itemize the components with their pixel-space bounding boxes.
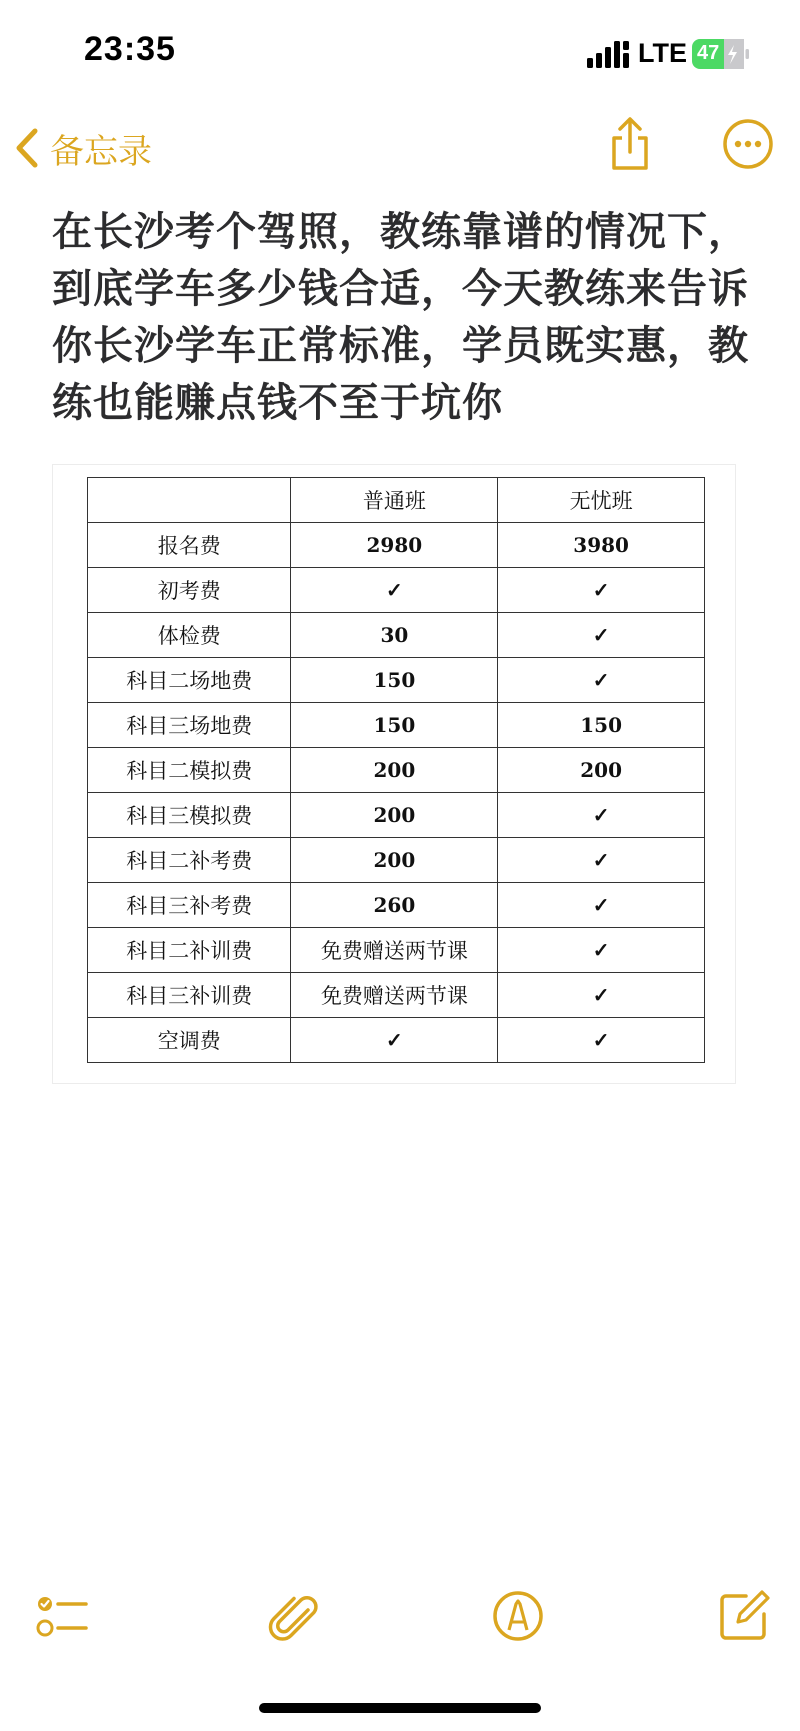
back-button[interactable] — [14, 118, 152, 178]
cell-regular: 200 — [291, 838, 498, 883]
cell-worry-free: ✓ — [498, 658, 705, 703]
row-label: 科目二补考费 — [88, 838, 291, 883]
table-row — [88, 838, 705, 883]
row-label: 科目三补考费 — [88, 883, 291, 928]
cell-worry-free: 3980 — [498, 523, 705, 568]
markup-button[interactable] — [490, 1588, 546, 1644]
cell-worry-free: ✓ — [498, 568, 705, 613]
row-label: 报名费 — [88, 523, 291, 568]
cell-regular: 200 — [291, 793, 498, 838]
table-header-row — [88, 478, 705, 523]
table-row — [88, 613, 705, 658]
share-icon — [600, 114, 660, 174]
table-row — [88, 523, 705, 568]
nav-bar — [0, 100, 800, 200]
table-row — [88, 748, 705, 793]
row-label: 科目二场地费 — [88, 658, 291, 703]
cell-regular: 200 — [291, 748, 498, 793]
table-header-cell — [88, 478, 291, 523]
checklist-icon — [34, 1588, 90, 1644]
cell-worry-free: ✓ — [498, 1018, 705, 1063]
row-label: 科目二模拟费 — [88, 748, 291, 793]
table-row — [88, 568, 705, 613]
table-row — [88, 793, 705, 838]
table-row — [88, 973, 705, 1018]
note-title[interactable]: 在长沙考个驾照，教练靠谱的情况下，到底学车多少钱合适，今天教练来告诉你长沙学车正常标准，学员既实惠，教练也能赚点钱不至于坑你 — [52, 209, 749, 426]
cell-worry-free: ✓ — [498, 928, 705, 973]
table-header-cell: 无忧班 — [498, 478, 705, 523]
table-row — [88, 883, 705, 928]
table-row — [88, 658, 705, 703]
cell-regular: 150 — [291, 703, 498, 748]
status-bar — [0, 0, 800, 100]
signal-strength-icon — [587, 40, 631, 68]
cell-regular: ✓ — [291, 1018, 498, 1063]
cell-worry-free: 150 — [498, 703, 705, 748]
cell-worry-free: ✓ — [498, 973, 705, 1018]
compose-icon — [716, 1588, 772, 1644]
note-image-fee-table[interactable] — [52, 464, 736, 1084]
cell-regular: ✓ — [291, 568, 498, 613]
cell-regular: 150 — [291, 658, 498, 703]
fee-table — [87, 477, 705, 1063]
home-indicator[interactable] — [259, 1703, 541, 1713]
row-label: 体检费 — [88, 613, 291, 658]
share-button[interactable] — [600, 114, 660, 174]
cell-worry-free: ✓ — [498, 793, 705, 838]
status-time: 23:35 — [84, 30, 176, 68]
cell-regular: 免费赠送两节课 — [291, 928, 498, 973]
compose-button[interactable] — [716, 1588, 772, 1644]
more-button[interactable] — [718, 114, 778, 174]
row-label: 空调费 — [88, 1018, 291, 1063]
table-header-cell: 普通班 — [291, 478, 498, 523]
battery-level: 47 — [697, 42, 720, 64]
table-row — [88, 928, 705, 973]
more-icon — [718, 114, 778, 174]
markup-pen-icon — [490, 1588, 546, 1644]
cell-regular: 免费赠送两节课 — [291, 973, 498, 1018]
cell-worry-free: ✓ — [498, 838, 705, 883]
table-row — [88, 703, 705, 748]
cell-worry-free: ✓ — [498, 613, 705, 658]
row-label: 科目三补训费 — [88, 973, 291, 1018]
cell-regular: 30 — [291, 613, 498, 658]
cell-worry-free: ✓ — [498, 883, 705, 928]
cell-worry-free: 200 — [498, 748, 705, 793]
carrier-label: LTE — [638, 38, 687, 68]
bottom-toolbar — [0, 1570, 800, 1660]
paperclip-icon — [266, 1588, 322, 1644]
attach-button[interactable] — [266, 1588, 322, 1644]
row-label: 科目三场地费 — [88, 703, 291, 748]
row-label: 科目三模拟费 — [88, 793, 291, 838]
checklist-button[interactable] — [34, 1588, 90, 1644]
cell-regular: 2980 — [291, 523, 498, 568]
back-label: 备忘录 — [50, 131, 152, 172]
table-row — [88, 1018, 705, 1063]
row-label: 初考费 — [88, 568, 291, 613]
row-label: 科目二补训费 — [88, 928, 291, 973]
chevron-left-icon — [14, 127, 40, 169]
cell-regular: 260 — [291, 883, 498, 928]
